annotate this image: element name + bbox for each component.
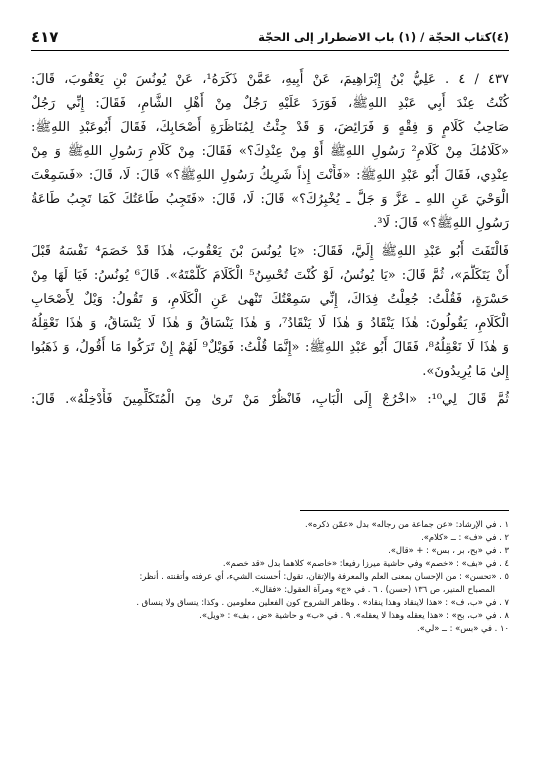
- footnote-5-6: المصباح المنير، ص ١٣٦ (حسن) . ٦ . في «ج» ومرآة العقول: «فقال».: [251, 584, 495, 594]
- paragraph-hadith-opening: [31, 68, 509, 236]
- text-line: الْكَلَامِ، يَقُولُونَ: هٰذَا يَنْقَادُ وَ هٰذَا لَا يَنْقَادُ⁷، وَ هٰذَا يَنْسَاقُ وَ هٰذَا لَا يَنْسَاقُ، وَ هٰذَا نَعْقِلُهُ: [31, 316, 509, 331]
- paragraph-imam-turns: [31, 240, 509, 384]
- running-header: [31, 28, 509, 50]
- text-line: صَاحِبُ كَلَامٍ وَ فِقْهٍ وَ فَرَائِضَ، وَ قَدْ جِئْتُ لِمُنَاظَرَةِ أَصْحَابِكَ، فَقَالَ أَبُوعَبْدِ اللهِﷺ:: [31, 120, 509, 135]
- page-number: ٤١٧: [31, 28, 59, 46]
- text-line: إِلىٰ مَا يُرِيدُونَ».: [422, 364, 509, 379]
- text-line: أَنْ يَتَكَلَّمَ»، ثُمَّ قَالَ: «يَا يُونُسُ، لَوْ كُنْتَ تُحْسِنُ⁵ الْكَلَامَ كَلَّمْتَهُ». قَالَ⁶ يُونُسُ: فَيَا لَهَا مِنْ: [31, 268, 509, 283]
- text-line: ٤٣٧ / ٤ . عَلِيُّ بْنُ إِبْرَاهِيمَ، عَنْ أَبِيهِ، عَمَّنْ ذَكَرَهُ¹، عَنْ يُونُسَ بْنِ يَعْقُوبَ، قَالَ:: [31, 72, 509, 87]
- text-line: فَالْتَفَتَ أَبُو عَبْدِ اللهِﷺ إِلَيَّ، فَقَالَ: «يَا يُونُسَ بْنَ يَعْقُوبَ، هٰذَا قَدْ خَصَمَ⁴ نَفْسَهُ قَبْلَ: [31, 244, 509, 259]
- footnote-separator: [300, 510, 509, 511]
- text-line: ثُمَّ قَالَ لِي¹⁰: «اخْرُجْ إِلَى الْبَابِ، فَانْظُرْ مَنْ تَرىٰ مِنَ الْمُتَكَلِّمِينَ فَأَدْخِلْهُ». قَالَ:: [31, 392, 509, 407]
- paragraph-go-to-door: [31, 388, 509, 412]
- footnote-3: ٣ . في «بح، بر ، بس» : + «قال».: [388, 545, 509, 555]
- text-line: «كَلَامُكَ مِنْ كَلَامِ² رَسُولِ اللهِﷺ أَوْ مِنْ عِنْدِكَ؟» فَقَالَ: مِنْ كَلَامِ رَسُولِ اللهِﷺ وَ مِنْ: [31, 144, 509, 159]
- footnote-7: ٧ . في «ب، ف» : «هذا لاينقاد وهذا ينقاد» . وظاهر الشروح كون الفعلين معلومين . وكذا: ينساق ولا ينساق .: [136, 597, 509, 607]
- footnote-5: ٥ . «تحسن» : من الإحسان بمعنى العلم والمعرفة والإتقان، تقول: أحسنت الشيء، أي عرفته وأتقنته . أنظر:: [139, 571, 509, 581]
- header-rule: [31, 50, 509, 51]
- footnote-1: ١ . في الإرشاد: «عن جماعة من رجاله» بدل «عمّن ذكره».: [304, 519, 509, 529]
- text-line: حَسْرَةٍ، فَقُلْتُ: جُعِلْتُ فِدَاكَ، إِنِّي سَمِعْتُكَ تَنْهىٰ عَنِ الْكَلَامِ، وَ تَقُولُ: وَيْلٌ لِأَصْحَابِ: [31, 292, 509, 307]
- footnote-8-9: ٨ . في «ب، بح» : «هذا يعقله وهذا لا يعقله». ٩ . في «ب» و حاشية «ض ، بف» : «ويل».: [199, 610, 509, 620]
- main-text: [31, 68, 509, 416]
- text-line: وَ هٰذَا لَا نَعْقِلُهُ⁸، فَقَالَ أَبُو عَبْدِ اللهِﷺ: «إِنَّمَا قُلْتُ: فَوَيْلٌ⁹ لَهُمْ إِنْ تَرَكُوا مَا أَقُولُ، وَ ذَهَبُوا: [31, 340, 509, 355]
- text-line: عِنْدِي، فَقَالَ أَبُو عَبْدِ اللهِﷺ: «فَأَنْتَ إِذاً شَرِيكُ رَسُولِ اللهِﷺ؟» قَالَ: لَا، قَالَ: «فَسَمِعْتَ: [31, 168, 509, 183]
- text-line: رَسُولِ اللهِﷺ؟» قَالَ: لَا³.: [373, 216, 509, 231]
- footnote-2: ٢ . في «ف» : ــ «كلام».: [421, 532, 509, 542]
- chapter-title: (٤)كتاب الحجّة / (١) باب الاضطرار إلى الحجّة: [258, 30, 509, 44]
- footnote-10: ١٠ . في «بس» : ــ «لي».: [416, 623, 509, 633]
- text-line: كُنْتُ عِنْدَ أَبِي عَبْدِ اللهِﷺ، فَوَرَدَ عَلَيْهِ رَجُلٌ مِنْ أَهْلِ الشَّامِ، فَقَالَ: إِنِّي رَجُلٌ: [31, 96, 509, 111]
- footnotes: [31, 518, 509, 635]
- text-line: الْوَحْيَ عَنِ اللهِ ـ عَزَّ وَ جَلَّ ـ يُخْبِرُكَ؟» قَالَ: لَا، قَالَ: «فَتَجِبُ طَاعَتُكَ كَمَا تَجِبُ طَاعَةُ: [31, 192, 509, 207]
- footnote-4: ٤ . في «بف» : «خصم» وفي حاشية ميرزا رفيعا: «خاصم» كلاهما بدل «قد خصم».: [222, 558, 509, 568]
